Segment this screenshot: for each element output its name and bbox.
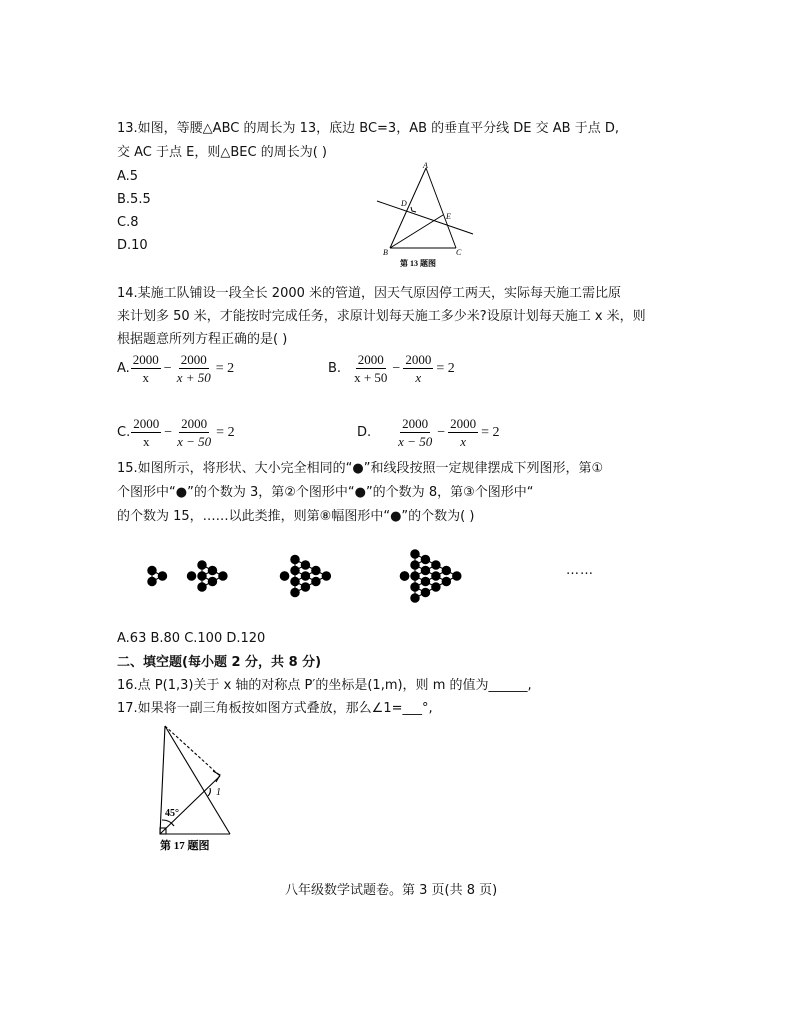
q15-ellipsis: …… [566, 563, 594, 578]
q15-dot [208, 577, 216, 585]
q14-option-b: B. $\frac{2000}{x + 50}$ − $\frac{2000}{x}$ = 2 [328, 352, 455, 385]
q15-dot [291, 566, 299, 574]
q15-figure [140, 530, 620, 610]
q13-label-d: D [401, 199, 407, 208]
q15-dot [198, 561, 206, 569]
q14-c-frac2: $\frac{2000}{x - 50}$ [177, 416, 212, 449]
q14-c-label: C. [117, 425, 131, 440]
q15-line2: 个图形中“●”的个数为 3，第②个图形中“●”的个数为 8，第③个图形中“ [117, 485, 534, 500]
q14-line1: 14.某施工队铺设一段全长 2000 米的管道，因天气原因停工两天，实际每天施工需比原 [117, 286, 622, 301]
q14-a-frac1: $\frac{2000}{x}$ [132, 352, 159, 385]
q15-dot [411, 561, 419, 569]
q16-text: 16.点 P(1,3)关于 x 轴的对称点 P′的坐标是(1,m)，则 m 的值为______, [117, 678, 532, 693]
q15-dot [198, 583, 206, 591]
q17-figure [150, 718, 250, 858]
q15-dot [411, 594, 419, 602]
q15-dot [432, 561, 440, 569]
q15-dot [291, 555, 299, 563]
q13-figure [370, 160, 480, 270]
q15-dot [312, 577, 320, 585]
q15-dot [421, 566, 429, 574]
q15-dot [148, 566, 156, 574]
page-footer: 八年级数学试题卷。第 3 页(共 8 页) [285, 883, 498, 898]
q13-option-c: C.8 [117, 215, 139, 230]
q15-dot [421, 588, 429, 596]
q14-d-label: D. [357, 425, 372, 440]
q13-label-c: C [456, 248, 462, 257]
q14-d-frac2: $\frac{2000}{x}$ [450, 416, 477, 449]
q15-dot [198, 572, 206, 580]
q17-caption: 第 17 题图 [160, 840, 210, 852]
q14-option-d: D. $\frac{2000}{x - 50}$ − $\frac{2000}{x}$ = 2 [357, 416, 500, 449]
q15-line1: 15.如图所示，将形状、大小完全相同的“●”和线段按照一定规律摆成下列图形，第① [117, 461, 604, 476]
q13-line2: 交 AC 于点 E，则△BEC 的周长为( ) [117, 145, 327, 160]
q14-b-frac1: $\frac{2000}{x + 50}$ [354, 352, 388, 385]
q15-dot [291, 577, 299, 585]
q15-dot [442, 566, 450, 574]
q13-label-e: E [446, 212, 451, 221]
q14-b-label: B. [328, 361, 342, 376]
q15-dot [312, 566, 320, 574]
q15-dot [421, 555, 429, 563]
q13-option-b: B.5.5 [117, 192, 151, 207]
q14-option-c: C. $\frac{2000}{x}$ − $\frac{2000}{x - 50}$ = 2 [117, 416, 235, 449]
q15-dot [187, 572, 195, 580]
q14-line3: 根据题意所列方程正确的是( ) [117, 332, 288, 347]
q15-dot [301, 561, 309, 569]
q15-dot [442, 577, 450, 585]
q15-dot [411, 572, 419, 580]
q17-angle1-label: 1 [216, 787, 221, 798]
q15-dot [400, 572, 408, 580]
q15-line3: 的个数为 15，……以此类推，则第⑧幅图形中“●”的个数为( ) [117, 509, 475, 524]
q13-label-b: B [383, 248, 388, 257]
q15-dot [322, 572, 330, 580]
q14-a-frac2: $\frac{2000}{x + 50}$ [176, 352, 211, 385]
q13-option-a: A.5 [117, 169, 139, 184]
q14-b-frac2: $\frac{2000}{x}$ [405, 352, 432, 385]
q13-option-d: D.10 [117, 238, 148, 253]
q15-dot [301, 572, 309, 580]
q14-option-a: A. $\frac{2000}{x}$ − $\frac{2000}{x + 50}$ = 2 [117, 352, 235, 385]
q14-a-label: A. [117, 361, 130, 376]
q13-caption: 第 13 题图 [400, 259, 436, 268]
q14-c-frac1: $\frac{2000}{x}$ [133, 416, 160, 449]
q17-text: 17.如果将一副三角板按如图方式叠放，那么∠1=___°, [117, 701, 433, 716]
q15-dot [411, 550, 419, 558]
q15-dot [219, 572, 227, 580]
q17-angle-label: 45° [165, 808, 179, 819]
q15-dot [208, 566, 216, 574]
section2-title: 二、填空题(每小题 2 分，共 8 分) [117, 655, 322, 670]
q14-line2: 来计划多 50 米，才能按时完成任务，求原计划每天施工多少米?设原计划每天施工 x 米，则 [117, 309, 646, 324]
q15-dot [280, 572, 288, 580]
q15-dot [432, 572, 440, 580]
q14-d-frac1: $\frac{2000}{x - 50}$ [398, 416, 433, 449]
q15-dot [301, 583, 309, 591]
q15-dot [453, 572, 461, 580]
q15-options: A.63 B.80 C.100 D.120 [117, 631, 266, 646]
q15-dot [421, 577, 429, 585]
q13-label-a: A [423, 161, 428, 170]
q13-line1: 13.如图，等腰△ABC 的周长为 13，底边 BC=3，AB 的垂直平分线 DE 交 AB 于点 D, [117, 121, 619, 136]
q15-dot [291, 588, 299, 596]
q15-dot [148, 577, 156, 585]
q15-dot [411, 583, 419, 591]
q15-dot [432, 583, 440, 591]
q15-dot [158, 572, 166, 580]
